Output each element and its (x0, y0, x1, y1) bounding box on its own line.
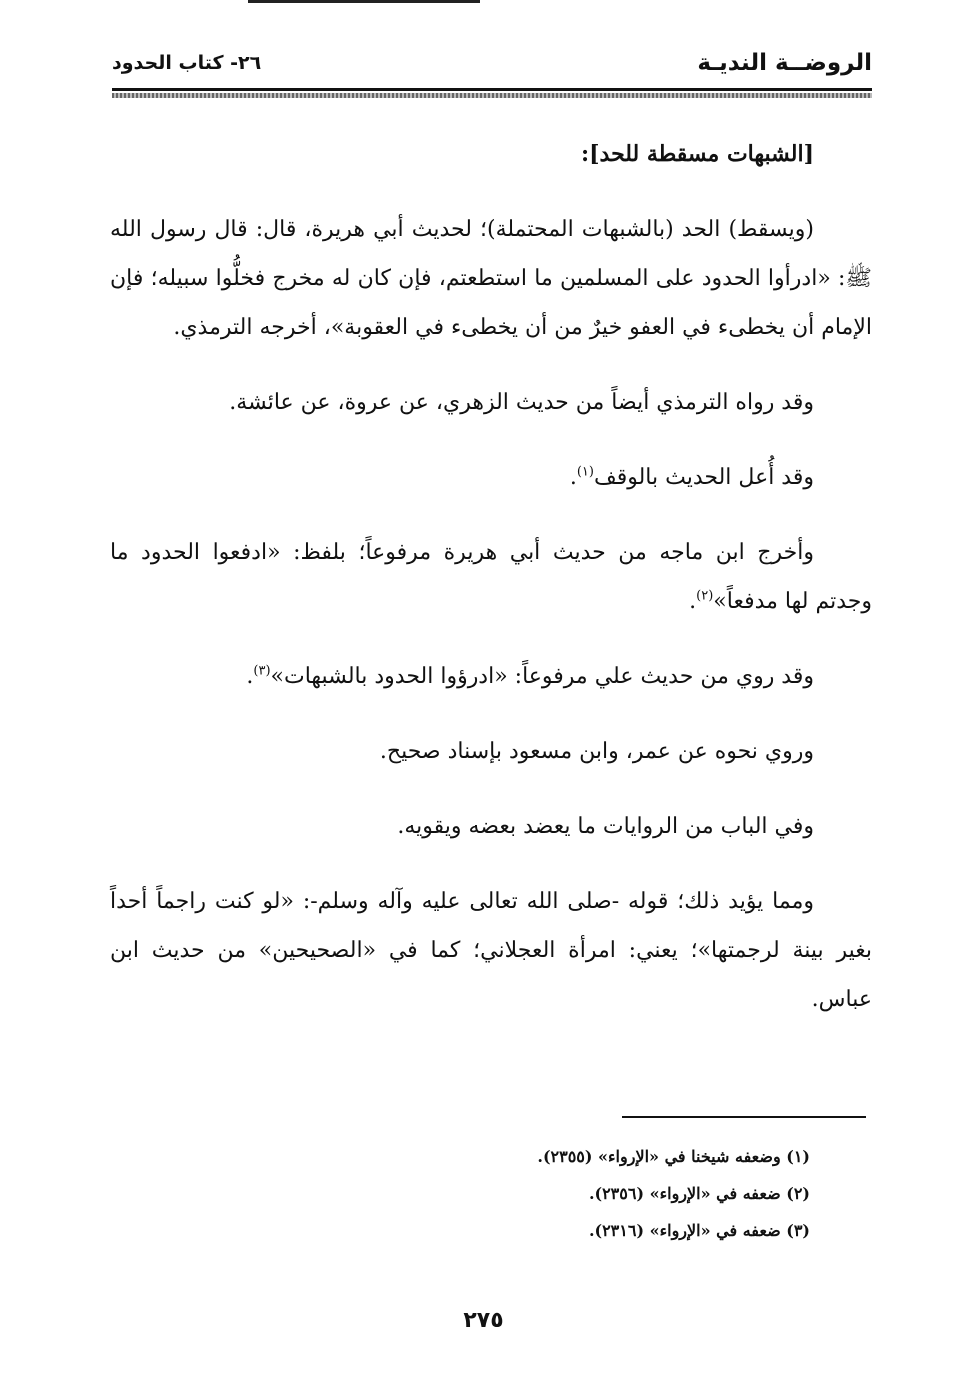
running-header (112, 50, 872, 88)
footnote-separator (622, 1116, 866, 1118)
paragraph-text: وأخرج ابن ماجه من حديث أبي هريرة مرفوعاً؛ بلفظ: «ادفعوا الحدود ما وجدتم لها مدفعاً» (110, 540, 872, 614)
paragraph-text: وقد روي من حديث علي مرفوعاً: «ادرؤوا الحدود بالشبهات» (270, 664, 814, 689)
header-rule (112, 88, 872, 91)
paragraph: وروي نحوه عن عمر، وابن مسعود بإسناد صحيح. (379, 739, 814, 764)
section-heading: [الشبهات مسقطة للحد]: (580, 141, 814, 167)
period: . (246, 664, 254, 689)
footnote: (١) وضعفه شيخنا في «الإرواء» (٢٣٥٥). (537, 1147, 810, 1166)
paragraph: وقد رواه الترمذي أيضاً من حديث الزهري، عن عروة، عن عائشة. (229, 390, 814, 415)
paragraph-text: وقد أُعل الحديث بالوقف (593, 465, 814, 490)
footnote: (٢) ضعفه في «الإرواء» (٢٣٥٦). (588, 1184, 810, 1203)
top-rule (248, 0, 480, 3)
paragraph (110, 652, 872, 701)
main-text (110, 130, 872, 1050)
paragraph: ومما يؤيد ذلك؛ قوله -صلى الله تعالى عليه وآله وسلم-: «لو كنت راجماً أحداً بغير بينة لرجمتها»؛ يعني: امرأة العجلاني؛ كما في «الصحيحين» من حديث ابن عباس. (110, 889, 872, 1012)
paragraph (110, 528, 872, 626)
paragraph: وفي الباب من الروايات ما يعضد بعضه ويقويه. (397, 814, 814, 839)
footnote: (٣) ضعفه في «الإرواء» (٢٣١٦). (588, 1221, 810, 1240)
footnote-ref: (٣) (253, 663, 271, 679)
footnote-ref: (٢) (696, 588, 714, 604)
chapter-title: ٢٦- كتاب الحدود (112, 52, 262, 74)
footnotes (110, 1138, 810, 1249)
period: . (689, 589, 697, 614)
header-rule-pattern (112, 93, 872, 98)
paragraph: (ويسقط) الحد (بالشبهات المحتملة)؛ لحديث أبي هريرة، قال: قال رسول الله ﷺ: «ادرأوا الحدود على المسلمين ما استطعتم، فإن كان له مخرج فخلُّوا سبيله؛ فإن الإمام أن يخطىء في العفو خيرٌ من أن يخطىء في العقوبة»، أخرجه الترمذي. (110, 217, 872, 340)
paragraph (110, 453, 872, 502)
footnote-ref: (١) (576, 464, 594, 480)
book-title: الروضــة النديـة (697, 50, 872, 76)
period: . (569, 465, 577, 490)
page-number: ٢٧٥ (463, 1308, 504, 1333)
